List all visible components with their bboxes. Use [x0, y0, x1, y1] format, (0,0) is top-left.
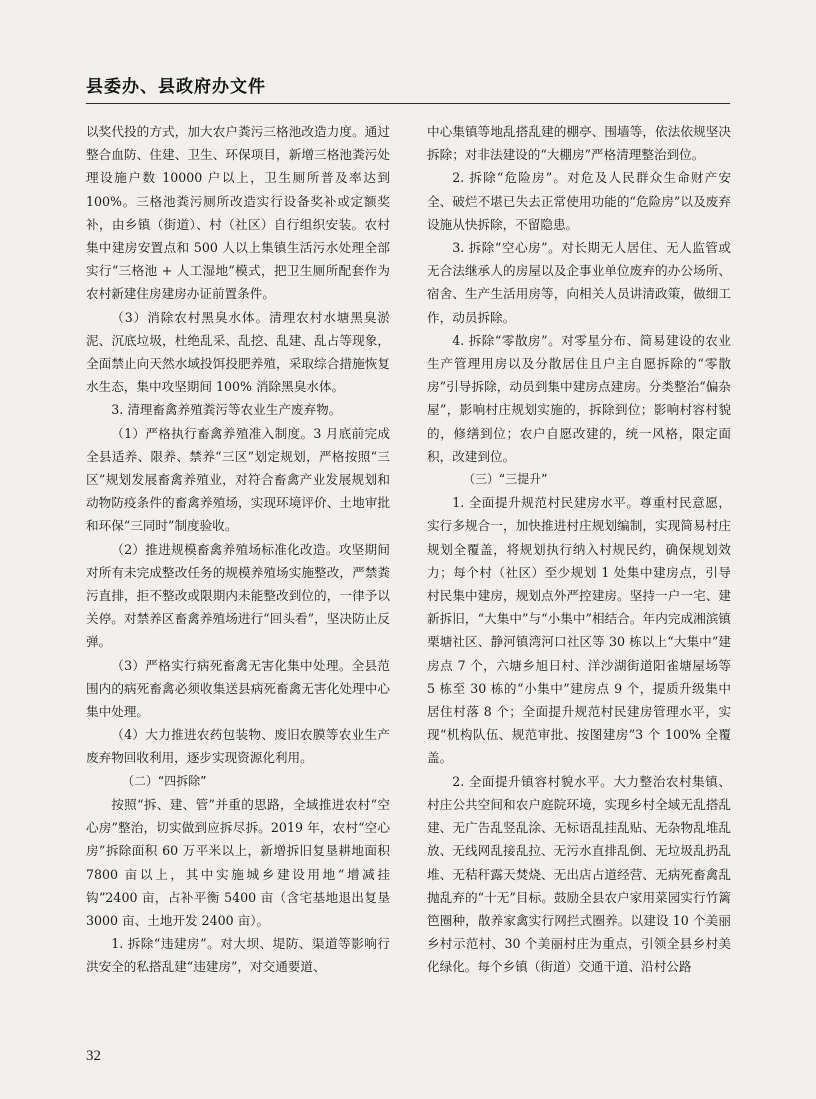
paragraph: 1. 拆除“违建房”。对大坝、堤防、渠道等影响行洪安全的私搭乱建“违建房”，对交通要道、 — [86, 936, 390, 975]
header-title: 县委办、县政府办文件 — [86, 77, 266, 97]
paragraph: 3. 拆除“空心房”。对长期无人居住、无人监管或无合法继承人的房屋以及企事业单位废弃的办公场所、宿舍、生产生活用房等，向相关人员讲清政策，做细工作，动员拆除。 — [427, 240, 731, 325]
paragraph: （1）严格执行畜禽养殖准入制度。3 月底前完成全县适养、限养、禁养“三区”划定规划，严格按照“三区”规划发展畜禽养殖业，对符合畜禽产业发展规划和动物防疫条件的畜禽养殖场，实现环境评价、土地审批和环保“三同时”制度验收。 — [86, 425, 390, 534]
page-number: 32 — [86, 1048, 101, 1064]
paragraph: 按照“拆、建、管”并重的思路，全域推进农村“空心房”整治，切实做到应拆尽拆。2019 年，农村“空心房”拆除面积 60 万平米以上，新增拆旧复垦耕地面积 7800 亩以上，其中实施城乡建设用地“增减挂钩”2400 亩，占补平衡 5400 亩（含宅基地退出复垦 3000 亩、土地开发 2400 亩）。 — [86, 796, 390, 928]
right-column — [427, 120, 731, 979]
paragraph: 4. 拆除“零散房”。对零星分布、简易建设的农业生产管理用房以及分散居住且户主自愿拆除的“零散房”引导拆除，动员到集中建房点建房。分类整治“偏杂屋”，影响村庄规划实施的，拆除到位；影响村容村貌的，修缮到位；农户自愿改建的，统一风格，限定面积，改建到位。 — [427, 332, 731, 464]
paragraph: （2）推进规模畜禽养殖场标准化改造。攻坚期间对所有未完成整改任务的规模养殖场实施整改，严禁粪污直排，拒不整改或限期内未能整改到位的，一律予以关停。对禁养区畜禽养殖场进行“回头看”，坚决防止反弹。 — [86, 541, 390, 650]
paragraph: （4）大力推进农药包装物、废旧农膜等农业生产废弃物回收利用，逐步实现资源化利用。 — [86, 727, 390, 766]
subsection-heading: （二）“四拆除” — [122, 773, 207, 788]
paragraph: （3）严格实行病死畜禽无害化集中处理。全县范围内的病死畜禽必须收集送县病死畜禽无害化处理中心集中处理。 — [86, 657, 390, 720]
paragraph: 以奖代投的方式，加大农户粪污三格池改造力度。通过整合血防、住建、卫生、环保项目，新增三格池粪污处理设施户数 10000 户以上，卫生厕所普及率达到 100%。三格池粪污厕所改造实行设备奖补或定额奖补，由乡镇（街道）、村（社区）自行组织安装。农村集中建房安置点和 500 人以上集镇生活污水处理全部实行“三格池 + 人工湿地”模式，把卫生厕所配套作为农村新建住房建房办证前置条件。 — [86, 124, 390, 302]
paragraph: 1. 全面提升规范村民建房水平。尊重村民意愿，实行多规合一，加快推进村庄规划编制，实现简易村庄规划全覆盖，将规划执行纳入村规民约，确保规划效力；每个村（社区）至少规划 1 处集中建房点，引导村民集中建房，规划点外严控建房。坚持一户一宅、建新拆旧，“大集中”与“小集中”相结合。年内完成湘滨镇栗塘社区、静河镇湾河口社区等 30 栋以上“大集中”建房点 7 个，六塘乡旭日村、洋沙湖街道阳雀塘屋场等 5 栋至 30 栋的“小集中”建房点 9 个，提质升级集中居住村落 8 个；全面提升规范村民建房管理水平，实现“机构队伍、规范审批、按图建房”3 个 100% 全覆盖。 — [427, 495, 731, 766]
paragraph: 2. 全面提升镇容村貌水平。大力整治农村集镇、村庄公共空间和农户庭院环境，实现乡村全域无乱搭乱建、无广告乱竖乱涂、无标语乱挂乱贴、无杂物乱堆乱放、无线网乱接乱拉、无污水直排乱倒、无垃圾乱扔乱堆、无秸秆露天焚烧、无出店占道经营、无病死畜禽乱抛乱弃的“十无”目标。鼓励全县农户家用菜园实行竹篱笆圈种，散养家禽实行网拦式圈养。以建设 10 个美丽乡村示范村、30 个美丽村庄为重点，引领全县乡村美化绿化。每个乡镇（街道）交通干道、沿村公路 — [427, 773, 731, 975]
document-header — [86, 72, 730, 104]
paragraph: 2. 拆除“危险房”。对危及人民群众生命财产安全、破烂不堪已失去正常使用功能的“危险房”以及废弃设施从快拆除，不留隐患。 — [427, 170, 731, 232]
subsection-heading: （三）“三提升” — [463, 472, 548, 487]
section-heading: 3. 清理畜禽养殖粪污等农业生产废弃物。 — [111, 402, 342, 418]
paragraph: 中心集镇等地乱搭乱建的棚亭、围墙等，依法依规坚决拆除；对非法建设的“大棚房”严格清理整治到位。 — [427, 124, 731, 163]
paragraph: （3）消除农村黑臭水体。清理农村水塘黑臭淤泥、沉底垃圾，杜绝乱采、乱挖、乱建、乱占等现象，全面禁止向天然水域投饵投肥养殖，采取综合措施恢复水生态，集中攻坚期间 100% 消除黑臭水体。 — [86, 309, 390, 395]
left-column — [86, 120, 390, 979]
